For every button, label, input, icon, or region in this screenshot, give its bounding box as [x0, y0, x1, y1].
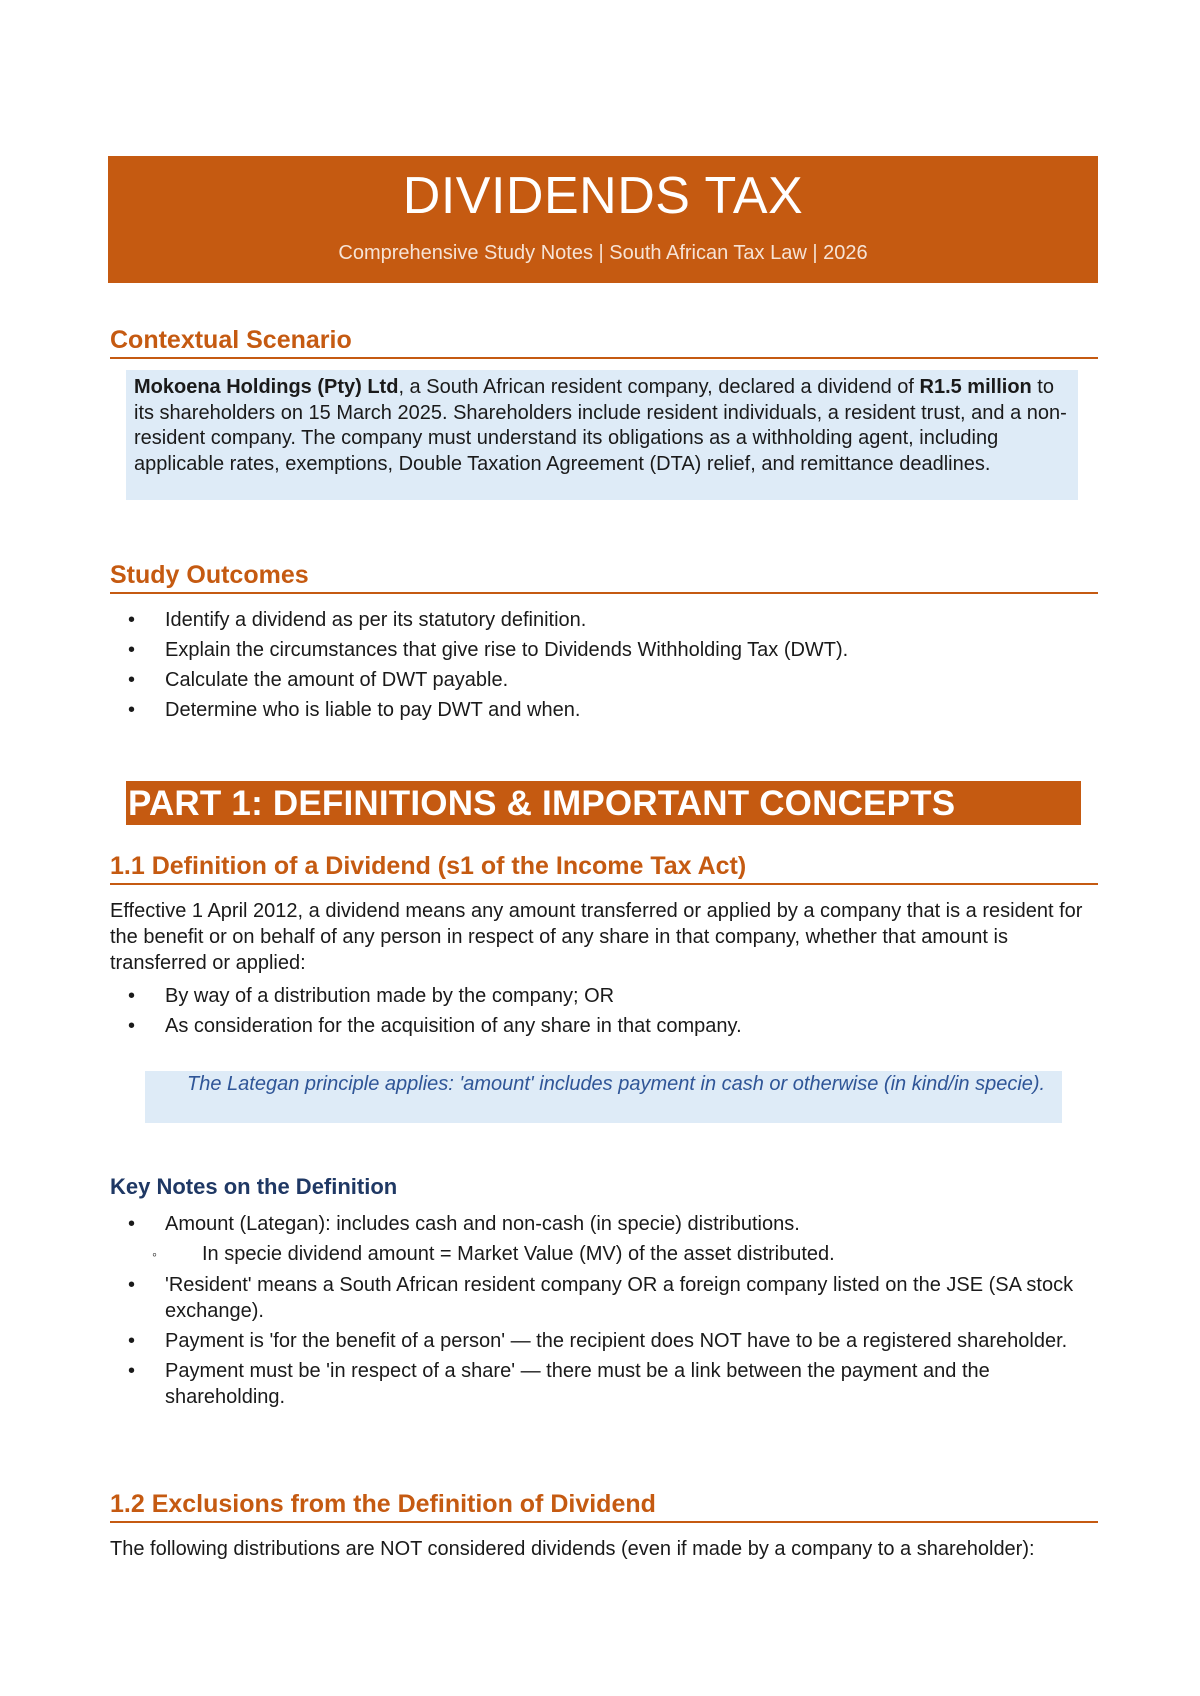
document-subtitle: Comprehensive Study Notes | South African Tax Law | 2026: [338, 242, 868, 264]
sub-bullet-icon: ◦: [152, 1246, 157, 1262]
document-title: DIVIDENDS TAX: [402, 167, 804, 225]
bullet-icon: •: [128, 1330, 136, 1352]
section-1-2-heading: 1.2 Exclusions from the Definition of Dividend: [110, 1489, 1098, 1523]
bullet-icon: •: [128, 699, 136, 721]
outcomes-heading: Study Outcomes: [110, 560, 1098, 594]
scenario-text-b: to its shareholders on 15 March 2025. Shareholders include resident individuals, a resident trust, and a non-resident company. The company must understand its obligations as a withholding agent, including applicable rates, exemptions, Double Taxation Agreement (DTA) relief, and remittance deadlines.: [134, 376, 1067, 475]
bullet-icon: •: [128, 1015, 136, 1037]
outcomes-list: [110, 607, 1100, 723]
list-item: • As consideration for the acquisition of any share in that company.: [128, 1015, 742, 1037]
scenario-heading: Contextual Scenario: [110, 325, 1098, 359]
scenario-text-a: , a South African resident company, declared a dividend of: [398, 376, 920, 398]
scenario-amount: R1.5 million: [919, 376, 1032, 398]
lategan-quote: The Lategan principle applies: 'amount' includes payment in cash or otherwise (in kind/in specie).: [145, 1071, 1062, 1123]
bullet-icon: •: [128, 639, 136, 661]
list-item: • Amount (Lategan): includes cash and non-cash (in specie) distributions.: [128, 1213, 800, 1235]
list-item: • Calculate the amount of DWT payable.: [128, 669, 509, 691]
bullet-icon: •: [128, 1213, 136, 1235]
list-item: • Payment must be 'in respect of a share' — there must be a link between the payment and the shareholding.: [128, 1360, 990, 1408]
definition-list: [110, 983, 1100, 1039]
scenario-company: Mokoena Holdings (Pty) Ltd: [134, 376, 399, 398]
bullet-icon: •: [128, 669, 136, 691]
part-heading: PART 1: DEFINITIONS & IMPORTANT CONCEPTS: [128, 784, 956, 823]
section-1-1-heading: 1.1 Definition of a Dividend (s1 of the Income Tax Act): [110, 851, 1098, 885]
scenario-callout: [126, 370, 1078, 500]
bullet-icon: •: [128, 1274, 136, 1296]
sub-list-item: ◦ In specie dividend amount = Market Value (MV) of the asset distributed.: [152, 1243, 835, 1265]
key-notes-list-a: [110, 1211, 1100, 1237]
section-1-1-intro: Effective 1 April 2012, a dividend means any amount transferred or applied by a company that is a resident for the benefit or on behalf of any person in respect of any share in that company, whether that amount is transferred or applied:: [110, 900, 1083, 974]
bullet-icon: •: [128, 609, 136, 631]
list-item: • Determine who is liable to pay DWT and when.: [128, 699, 581, 721]
key-notes-list-b: [110, 1272, 1100, 1410]
list-item: • Identify a dividend as per its statutory definition.: [128, 609, 587, 631]
list-item: • Explain the circumstances that give rise to Dividends Withholding Tax (DWT).: [128, 639, 849, 661]
section-1-2-intro: The following distributions are NOT considered dividends (even if made by a company to a shareholder):: [110, 1538, 1035, 1560]
bullet-icon: •: [128, 985, 136, 1007]
key-notes-heading: Key Notes on the Definition: [110, 1174, 398, 1199]
list-item: • 'Resident' means a South African resident company OR a foreign company listed on the JSE (SA stock exchange).: [128, 1274, 1074, 1322]
list-item: • By way of a distribution made by the company; OR: [128, 985, 615, 1007]
list-item: • Payment is 'for the benefit of a person' — the recipient does NOT have to be a registered shareholder.: [128, 1330, 1068, 1352]
title-banner: [108, 156, 1098, 283]
bullet-icon: •: [128, 1360, 136, 1382]
